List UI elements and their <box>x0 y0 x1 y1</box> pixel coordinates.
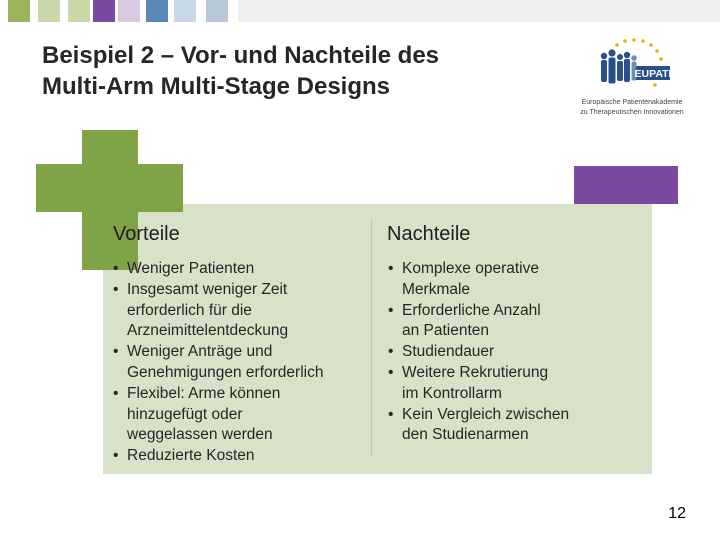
list-item: • Insgesamt weniger Zeit erforderlich für die Arzneimittelentdeckung <box>113 280 368 342</box>
list-item-text: hinzugefügt oder <box>127 405 243 423</box>
list-item-text: erforderlich für die <box>127 301 252 319</box>
eupati-logo-graphic <box>588 36 680 94</box>
list-item-text: im Kontrollarm <box>402 384 502 402</box>
plus-icon-bar <box>36 164 183 212</box>
logo-subtitle-line: zu Therapeutischen Innovationen <box>580 109 684 116</box>
list-item: • Komplexe operative Merkmale <box>388 259 643 301</box>
list-item: • Weniger Anträge und Genehmigungen erforderlich <box>113 342 368 384</box>
deco-square <box>118 0 140 22</box>
deco-square <box>8 0 30 22</box>
deco-square <box>93 0 115 22</box>
list-item: • Flexibel: Arme können hinzugefügt oder weggelassen werden <box>113 384 368 446</box>
logo-subtitle <box>572 98 692 118</box>
deco-square <box>206 0 228 22</box>
list-item: • Reduzierte Kosten <box>113 446 368 467</box>
list-item-text: Merkmale <box>402 280 471 298</box>
list-item-text: Erforderliche Anzahl <box>402 301 541 319</box>
list-item-text: an Patienten <box>402 322 490 340</box>
disadvantages-heading: Nachteile <box>387 223 471 245</box>
list-item-text: Genehmigungen erforderlich <box>127 363 324 381</box>
column-divider <box>371 218 372 456</box>
deco-square <box>174 0 196 22</box>
eupati-logo <box>572 36 692 126</box>
list-item: • Weniger Patienten <box>113 259 368 280</box>
slide-title <box>42 40 542 102</box>
list-item-text: Weniger Anträge und <box>127 343 273 361</box>
title-line: Beispiel 2 – Vor- und Nachteile des <box>42 42 440 69</box>
list-item: • Kein Vergleich zwischen den Studienarmen <box>388 405 643 447</box>
list-item-text: Kein Vergleich zwischen <box>402 405 570 423</box>
list-item-text: Komplexe operative <box>402 260 539 277</box>
deco-strip <box>238 0 720 22</box>
disadvantages-list <box>388 259 643 446</box>
list-item: • Erforderliche Anzahl an Patienten <box>388 301 643 343</box>
title-line: Multi-Arm Multi-Stage Designs <box>42 73 391 100</box>
page-number: 12 <box>668 505 686 522</box>
advantages-list <box>113 259 368 467</box>
advantages-heading: Vorteile <box>113 223 180 245</box>
list-item-text: Arzneimittelentdeckung <box>127 322 289 340</box>
minus-icon <box>574 166 678 204</box>
deco-square <box>68 0 90 22</box>
list-item: • Weitere Rekrutierung im Kontrollarm <box>388 363 643 405</box>
list-item-text: weggelassen werden <box>127 426 273 444</box>
list-item-text: Weniger Patienten <box>127 260 255 277</box>
list-item-text: Reduzierte Kosten <box>127 447 255 465</box>
top-decoration-bar <box>0 0 720 22</box>
deco-square <box>38 0 60 22</box>
logo-name: EUPATI <box>634 68 672 80</box>
deco-square <box>146 0 168 22</box>
logo-subtitle-line: Europäische Patientenakademie <box>581 99 683 106</box>
list-item-text: Insgesamt weniger Zeit <box>127 280 288 298</box>
list-item-text: Weitere Rekrutierung <box>402 363 549 381</box>
list-item-text: den Studienarmen <box>402 426 529 444</box>
list-item-text: Flexibel: Arme können <box>127 384 281 402</box>
list-item-text: Studiendauer <box>402 343 495 361</box>
list-item: • Studiendauer <box>388 342 643 363</box>
